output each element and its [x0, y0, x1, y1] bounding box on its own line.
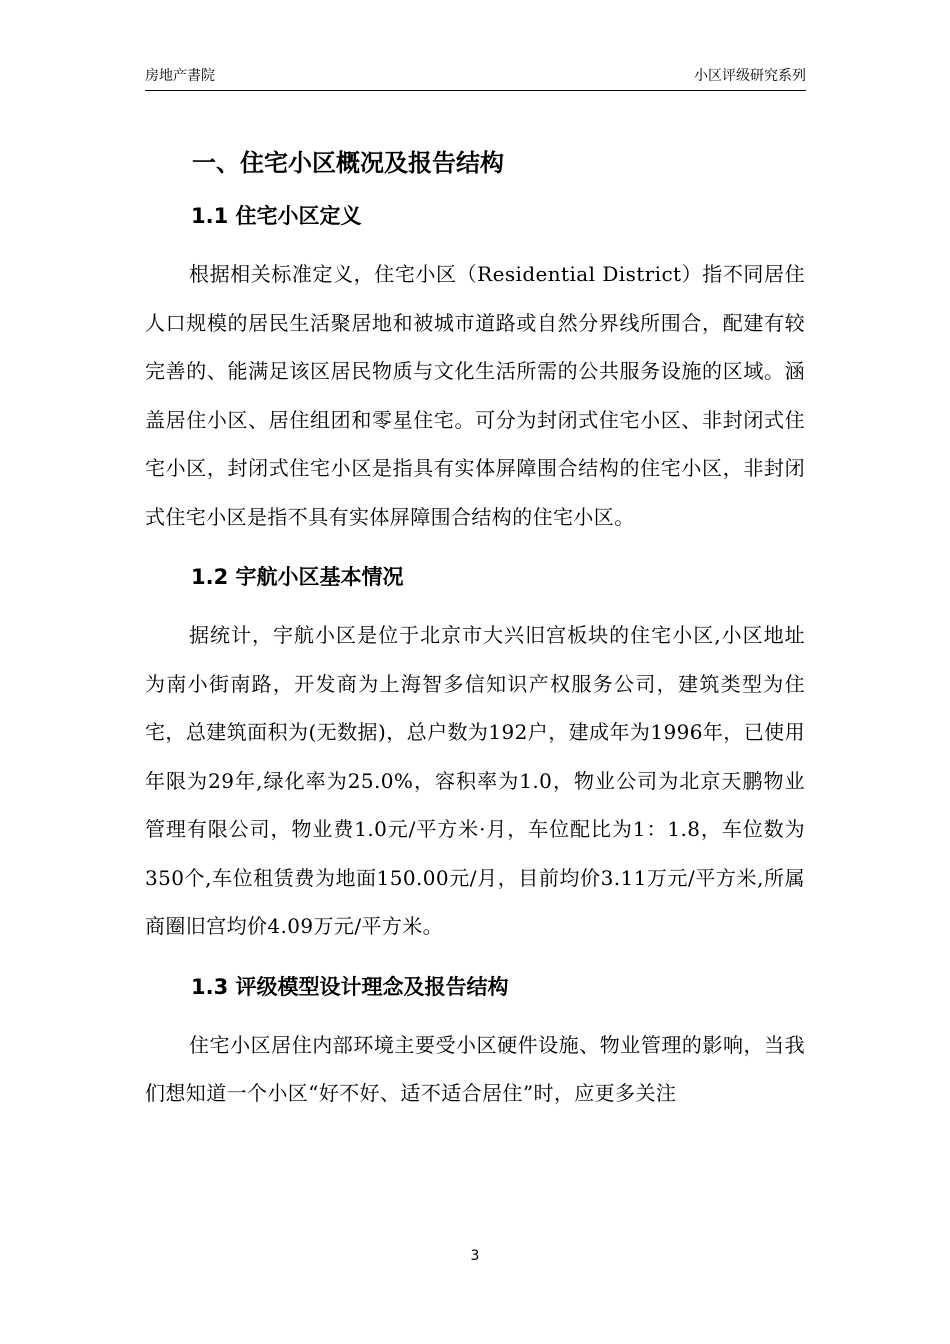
header-publisher: 房地产書院 [145, 68, 215, 84]
subsection-title-model-design: 1.3 评级模型设计理念及报告结构 [191, 974, 509, 999]
page-header [145, 66, 806, 91]
paragraph-model-design: 住宅小区居住内部环境主要受小区硬件设施、物业管理的影响，当我们想知道一个小区“好不好、适不适合居住”时，应更多关注 [145, 1032, 805, 1105]
subsection-title-definition: 1.1 住宅小区定义 [191, 204, 362, 228]
paragraph-basic-info: 据统计，宇航小区是位于北京市大兴旧宫板块的住宅小区,小区地址为南小街南路，开发商为上海智多信知识产权服务公司，建筑类型为住宅，总建筑面积为(无数据)，总户数为192户，建成年为1996年，已使用年限为29年,绿化率为25.0%，容积率为1.0，物业公司为北京天鹏物业管理有限公司，物业费1.0元/平方米·月，车位配比为1：1.8，车位数为350个,车位租赁费为地面150.00元/月，目前均价3.11万元/平方米,所属商圈旧宫均价4.09万元/平方米。 [145, 623, 805, 938]
section-title: 一、住宅小区概况及报告结构 [192, 149, 504, 177]
header-series-title: 小区评级研究系列 [694, 68, 806, 84]
page-number: 3 [470, 1248, 480, 1264]
paragraph-definition: 根据相关标准定义，住宅小区（Residential District）指不同居住人口规模的居民生活聚居地和被城市道路或自然分界线所围合，配建有较完善的、能满足该区居民物质与文化生活所需的公共服务设施的区域。涵盖居住小区、居住组团和零星住宅。可分为封闭式住宅小区、非封闭式住宅小区，封闭式住宅小区是指具有实体屏障围合结构的住宅小区，非封闭式住宅小区是指不具有实体屏障围合结构的住宅小区。 [145, 262, 805, 529]
document-body [145, 140, 805, 1118]
subsection-title-basic-info: 1.2 宇航小区基本情况 [191, 565, 404, 589]
